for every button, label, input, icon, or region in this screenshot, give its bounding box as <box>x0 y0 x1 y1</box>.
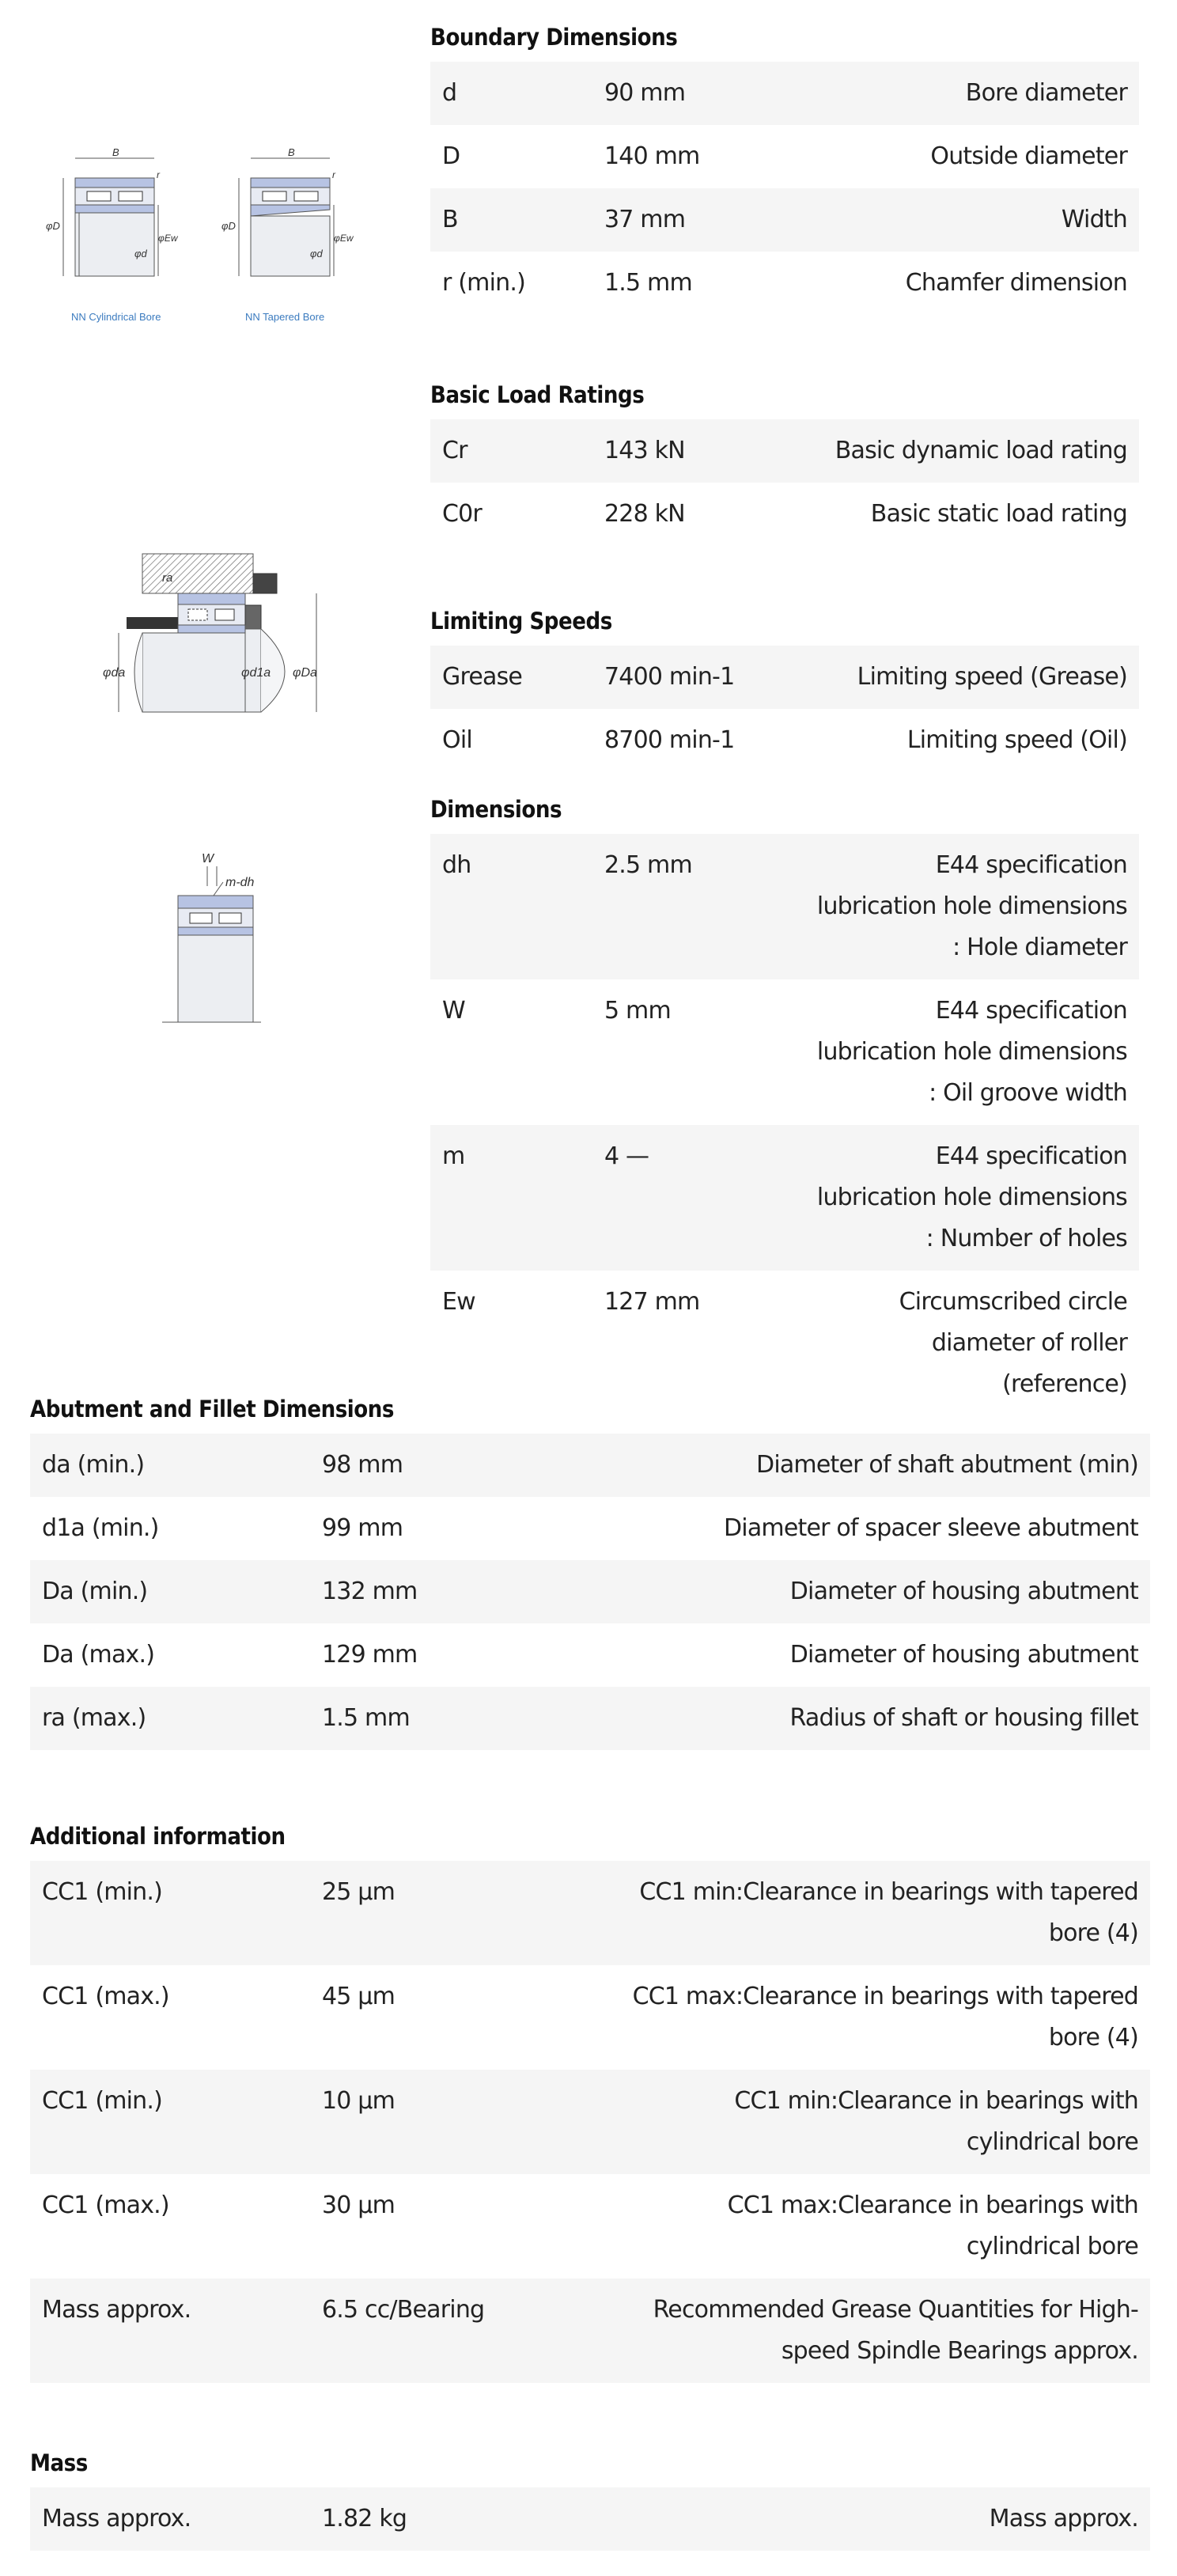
spec-value: 5 mm <box>592 979 798 1125</box>
additional-table <box>30 1861 1150 2383</box>
speeds-section <box>430 608 1139 772</box>
spec-row <box>30 1560 1150 1623</box>
spec-row <box>30 1434 1150 1497</box>
spec-symbol: da (min.) <box>30 1434 310 1497</box>
section-title-mass: Mass <box>30 2449 88 2476</box>
spec-symbol: Mass approx. <box>30 2487 310 2551</box>
load-section <box>430 381 1139 546</box>
spec-description: Basic dynamic load rating <box>798 419 1139 483</box>
fig2-label-d1a: φd1a <box>241 666 271 680</box>
spec-description: CC1 max:Clearance in bearings with tapered bore (4) <box>611 1965 1150 2070</box>
spec-value: 127 mm <box>592 1271 798 1416</box>
spec-description: E44 specification lubrication hole dimensions : Hole diameter <box>798 834 1139 979</box>
fig2-label-da: φda <box>103 666 126 680</box>
spec-row <box>430 125 1139 188</box>
section-title-abutment: Abutment and Fillet Dimensions <box>30 1396 394 1422</box>
cylindrical-bore-drawing <box>46 146 179 323</box>
spec-value: 99 mm <box>310 1497 611 1560</box>
spec-description: CC1 max:Clearance in bearings with cylindrical bore <box>611 2174 1150 2279</box>
additional-section <box>30 1823 1150 2383</box>
spec-row <box>30 2279 1150 2383</box>
spec-row <box>30 1861 1150 1965</box>
spec-value: 37 mm <box>592 188 798 252</box>
spec-value: 1.5 mm <box>592 252 798 315</box>
spec-row <box>30 1965 1150 2070</box>
spec-row <box>30 1497 1150 1560</box>
spec-symbol: Ew <box>430 1271 592 1416</box>
spec-row <box>30 1623 1150 1687</box>
spec-symbol: Mass approx. <box>30 2279 310 2383</box>
section-title-load: Basic Load Ratings <box>430 381 645 408</box>
fig1-label-ew: φEw <box>158 233 178 244</box>
spec-symbol: D <box>430 125 592 188</box>
spec-row <box>430 646 1139 709</box>
spec-row <box>430 1271 1139 1416</box>
spec-symbol: CC1 (min.) <box>30 1861 310 1965</box>
spec-value: 6.5 cc/Bearing <box>310 2279 611 2383</box>
section-title-dimensions: Dimensions <box>430 796 562 823</box>
spec-description: Limiting speed (Oil) <box>798 709 1139 772</box>
spec-row <box>30 2487 1150 2551</box>
spec-value: 1.5 mm <box>310 1687 611 1750</box>
spec-value: 228 kN <box>592 483 798 546</box>
fig1-label-d-bore: φd <box>134 248 147 259</box>
spec-row <box>430 979 1139 1125</box>
spec-value: 45 μm <box>310 1965 611 2070</box>
spec-description: CC1 min:Clearance in bearings with tapered bore (4) <box>611 1861 1150 1965</box>
spec-description: Limiting speed (Grease) <box>798 646 1139 709</box>
spec-symbol: d1a (min.) <box>30 1497 310 1560</box>
spec-row <box>30 2070 1150 2174</box>
svg-text:r: r <box>332 169 335 180</box>
spec-row <box>430 419 1139 483</box>
spec-symbol: d <box>430 62 592 125</box>
spec-symbol: dh <box>430 834 592 979</box>
spec-row <box>430 834 1139 979</box>
fig1-label-r: r <box>157 169 160 180</box>
spec-symbol: Grease <box>430 646 592 709</box>
abutment-table <box>30 1434 1150 1750</box>
fig1-label-d-outer: φD <box>46 220 60 232</box>
boundary-section <box>430 24 1139 315</box>
spec-value: 1.82 kg <box>310 2487 611 2551</box>
spec-value: 129 mm <box>310 1623 611 1687</box>
spec-row <box>430 1125 1139 1271</box>
spec-symbol: C0r <box>430 483 592 546</box>
dimensions-table <box>430 834 1139 1416</box>
spec-symbol: Da (max.) <box>30 1623 310 1687</box>
spec-symbol: r (min.) <box>430 252 592 315</box>
spec-symbol: Oil <box>430 709 592 772</box>
spec-row <box>430 252 1139 315</box>
spec-value: 143 kN <box>592 419 798 483</box>
fig3-label-mdh: m-dh <box>225 876 255 889</box>
spec-description: Circumscribed circle diameter of roller (reference) <box>798 1271 1139 1416</box>
abutment-diagram <box>95 546 356 728</box>
abutment-section <box>30 1396 1150 1750</box>
spec-row <box>430 62 1139 125</box>
spec-description: Diameter of housing abutment <box>611 1623 1150 1687</box>
dimensions-section <box>430 796 1139 1416</box>
spec-row <box>30 2174 1150 2279</box>
mass-table <box>30 2487 1150 2551</box>
spec-value: 7400 min-1 <box>592 646 798 709</box>
spec-description: Width <box>798 188 1139 252</box>
spec-symbol: B <box>430 188 592 252</box>
bearing-bore-diagram <box>40 138 380 328</box>
spec-symbol: CC1 (max.) <box>30 1965 310 2070</box>
boundary-table <box>430 62 1139 315</box>
spec-description: Basic static load rating <box>798 483 1139 546</box>
fig2-label-ra: ra <box>162 571 173 585</box>
svg-text:B: B <box>288 146 295 158</box>
section-title-additional: Additional information <box>30 1823 286 1850</box>
tapered-bore-drawing <box>221 146 354 323</box>
spec-description: Diameter of spacer sleeve abutment <box>611 1497 1150 1560</box>
section-title-speeds: Limiting Speeds <box>430 608 612 635</box>
spec-description: E44 specification lubrication hole dimensions : Oil groove width <box>798 979 1139 1125</box>
spec-description: Diameter of housing abutment <box>611 1560 1150 1623</box>
fig3-label-w: W <box>202 852 214 866</box>
spec-description: Bore diameter <box>798 62 1139 125</box>
section-title-boundary: Boundary Dimensions <box>430 24 678 51</box>
spec-value: 90 mm <box>592 62 798 125</box>
spec-description: CC1 min:Clearance in bearings with cylindrical bore <box>611 2070 1150 2174</box>
svg-text:φEw: φEw <box>334 233 354 244</box>
load-table <box>430 419 1139 546</box>
spec-description: Recommended Grease Quantities for High-speed Spindle Bearings approx. <box>611 2279 1150 2383</box>
spec-row <box>430 188 1139 252</box>
svg-text:φD: φD <box>221 220 236 232</box>
spec-value: 4 — <box>592 1125 798 1271</box>
spec-symbol: m <box>430 1125 592 1271</box>
spec-description: Chamfer dimension <box>798 252 1139 315</box>
speeds-table <box>430 646 1139 772</box>
spec-symbol: Cr <box>430 419 592 483</box>
spec-symbol: CC1 (min.) <box>30 2070 310 2174</box>
spec-symbol: CC1 (max.) <box>30 2174 310 2279</box>
spec-value: 8700 min-1 <box>592 709 798 772</box>
mass-section <box>30 2449 1150 2551</box>
spec-description: Diameter of shaft abutment (min) <box>611 1434 1150 1497</box>
spec-value: 30 μm <box>310 2174 611 2279</box>
spec-row <box>30 1687 1150 1750</box>
spec-symbol: ra (max.) <box>30 1687 310 1750</box>
spec-description: Radius of shaft or housing fillet <box>611 1687 1150 1750</box>
lubrication-groove-diagram <box>158 847 277 1044</box>
cylindrical-bore-caption: NN Cylindrical Bore <box>71 311 161 323</box>
spec-value: 132 mm <box>310 1560 611 1623</box>
spec-value: 140 mm <box>592 125 798 188</box>
fig2-label-da-housing: φDa <box>293 666 317 680</box>
spec-description: E44 specification lubrication hole dimensions : Number of holes <box>798 1125 1139 1271</box>
tapered-bore-caption: NN Tapered Bore <box>245 311 325 323</box>
spec-symbol: Da (min.) <box>30 1560 310 1623</box>
spec-symbol: W <box>430 979 592 1125</box>
spec-row <box>430 483 1139 546</box>
spec-value: 98 mm <box>310 1434 611 1497</box>
fig1-label-b: B <box>112 146 119 158</box>
spec-value: 25 μm <box>310 1861 611 1965</box>
spec-value: 2.5 mm <box>592 834 798 979</box>
svg-text:φd: φd <box>310 248 323 259</box>
spec-description: Mass approx. <box>611 2487 1150 2551</box>
spec-description: Outside diameter <box>798 125 1139 188</box>
spec-row <box>430 709 1139 772</box>
spec-value: 10 μm <box>310 2070 611 2174</box>
